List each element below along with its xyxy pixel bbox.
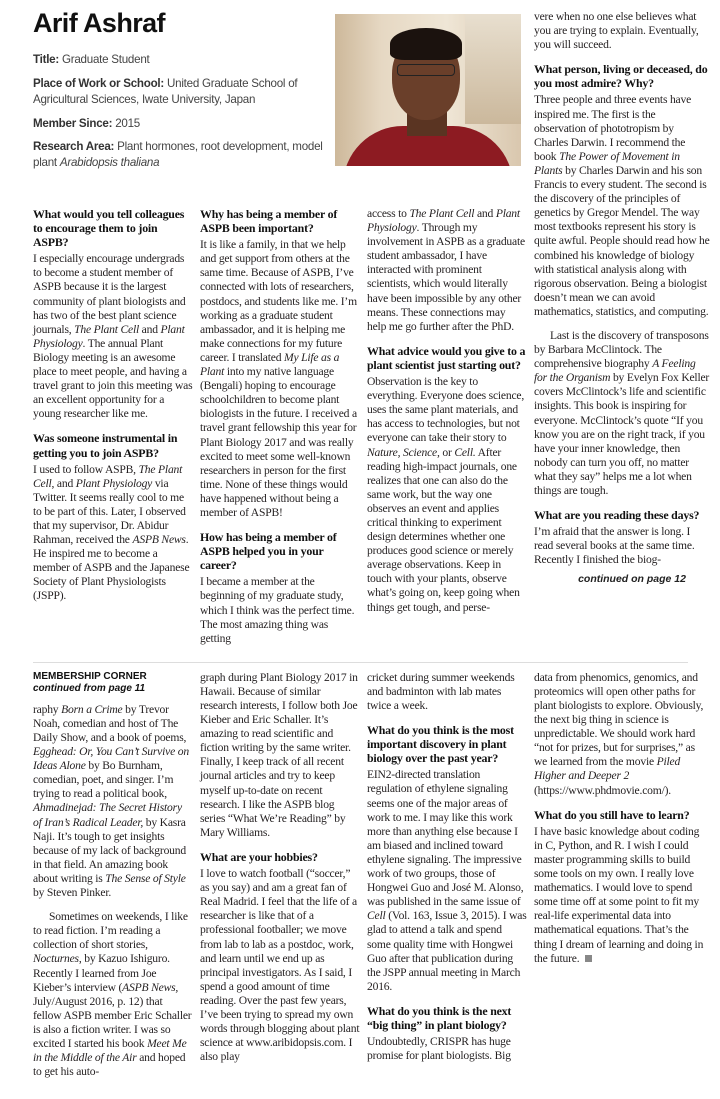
answer-paragraph: I used to follow ASPB, The Plant Cell, and Plant Physiology via Twitter. It seems really cool to me to be part of this. Later, I observed that my supervisor, Dr. Abidur Rahman, received the ASPB News. He inspired me to become a member of ASPB and the Japanese Society of Plant Physiologists (JSPP).	[33, 462, 190, 603]
answer-paragraph: I’m afraid that the answer is long. I read several books at the same time. Recently I finished the biog-	[534, 525, 695, 567]
lower-section	[0, 663, 720, 1099]
research-species: Arabidopsis thaliana	[59, 156, 160, 169]
photo-background-frame	[465, 14, 521, 124]
question-heading: What do you still have to learn?	[534, 807, 690, 822]
profile-header	[33, 10, 527, 207]
italic-title: Piled Higher and Deeper 2	[534, 755, 681, 783]
title-label: Title:	[33, 53, 59, 66]
question-heading: What advice would you give to a plant scientist just starting out?	[367, 343, 526, 372]
answer-paragraph: Last is the discovery of transposons by Barbara McClintock. The comprehensive biography A Feeling for the Organism by Evelyn Fox Keller covers McClintock’s life and scientific insights. This book is inspiring for everyone. McClintock’s quote “If you know you are on the right track, if you have your inner knowledge, then nobody can turn you off, no matter what they say” helps me a lot when things are tough.	[534, 328, 710, 497]
answer-paragraph: Three people and three events have inspired me. The first is the observation of phototropism by Charles Darwin. I recommend the book The Power of Movement in Plants by Charles Darwin and his son Francis to every student. The second is the discovery of the principles of genetics by Gregor Mendel. The way most textbooks represent his story is quite awful. People should read how he combined his knowledge of biology with statistical analysis along with rigorous observation. Being a biologist doesn’t mean we can avoid mathematics, statistics, and computing.	[534, 93, 710, 318]
italic-title: The Plant Cell	[74, 322, 139, 336]
profile-member-since	[33, 116, 333, 132]
italic-title: Cell.	[454, 445, 476, 459]
question-heading: What would you tell colleagues to encourage them to join ASPB?	[33, 207, 185, 250]
answer-paragraph: access to The Plant Cell and Plant Physiology. Through my involvement in ASPB as a graduate student ambassador, I have interacted with prominent scientists, which would literally have been impossible by any other means. These connections may help me go further after the PhD.	[367, 207, 525, 333]
italic-title: Nature, Science,	[367, 445, 440, 459]
answer-paragraph: Observation is the key to everything. Everyone does science, uses the same plant materials, and has access to technologies, but not everyone can take their story to Nature, Science, or Cell. After reading high-impact journals, one realizes that one can also do the same work, but the way one observes an event and applies critical thinking to experiment design determines whether one produces good science or merely average observations. Keep in touch with your plants, observe what’s going on, keep going when things get tough, and perse-	[367, 375, 525, 614]
italic-title: The Plant Cell	[409, 207, 475, 220]
italic-title: Cell	[367, 909, 386, 923]
column-1-bottom-wrapper	[33, 671, 193, 1089]
question-heading: What are your hobbies?	[200, 849, 318, 864]
profile-name: Arif Ashraf	[33, 8, 165, 38]
italic-title: The Plant Cell	[33, 462, 183, 490]
column-4-bottom	[534, 671, 710, 1089]
member-label: Member Since:	[33, 117, 113, 130]
answer-paragraph: data from phenomics, genomics, and proteomics will open other paths for plant biologists to explore. Obviously, the next big thing in science is unpredictable. We should work hard “not for prizes, but for surprises,” as we learned from the movie Piled Higher and Deeper 2 (https://www.phdmovie.com/).	[534, 670, 704, 797]
italic-title: The Sense of Style	[105, 871, 186, 885]
italic-title: Plant Physiology	[367, 207, 520, 235]
photo-hair	[390, 28, 462, 60]
section-label: MEMBERSHIP CORNER	[33, 670, 147, 682]
italic-title: Plant Physiology	[75, 476, 153, 490]
column-1-bottom	[33, 703, 193, 1079]
answer-paragraph: I especially encourage undergrads to become a student member of ASPB because it is the largest community of plant biologists and has two of the best plant science journals, The Plant Cell and Plant Physiology. The annual Plant Biology meeting is an awesome place to meet people, and having a travel grant to join this meeting was an excellent opportunity for a young researcher like me.	[33, 252, 193, 421]
italic-title: My Life as a Plant	[200, 350, 340, 379]
continued-from-note: continued from page 11	[33, 682, 146, 694]
column-1-top	[33, 207, 193, 656]
continued-on-note: continued on page 12	[578, 573, 686, 586]
answer-paragraph: Undoubtedly, CRISPR has huge promise for plant biologists. Big	[367, 1035, 511, 1063]
answer-paragraph: Sometimes on weekends, I like to read fiction. I’m reading a collection of short stories, Nocturnes, by Kazuo Ishiguro. Recently I learned from Joe Kieber’s interview (ASPB News, July/August 2016, p. 12) that fellow ASPB member Eric Schaller is also a fiction writer. I was so excited I started his book Meet Me in the Middle of the Air and hoped to get his auto-	[33, 910, 192, 1079]
profile-research-area	[33, 139, 333, 171]
italic-title: Meet Me in the Middle of the Air	[33, 1036, 187, 1065]
italic-title: Plant Physiology	[33, 322, 185, 350]
italic-title: The Power of Movement in Plants	[534, 149, 680, 177]
italic-title: A Feeling for the Organism	[534, 357, 696, 385]
question-heading: Why has being a member of ASPB been important?	[200, 207, 338, 236]
member-value: 2015	[115, 117, 141, 130]
title-value: Graduate Student	[61, 53, 150, 66]
answer-paragraph: I became a member at the beginning of my graduate study, which I think was the perfect time. The most amazing thing was getting	[200, 575, 355, 645]
italic-title: ASPB News	[132, 533, 186, 547]
column-4-top	[534, 10, 710, 567]
question-heading: What are you reading these days?	[534, 508, 700, 523]
question-heading: What person, living or deceased, do you most admire? Why?	[534, 62, 708, 91]
place-label: Place of Work or School:	[33, 77, 165, 90]
question-heading: What do you think is the next “big thing” in plant biology?	[367, 1003, 512, 1032]
column-2-bottom	[200, 671, 360, 1089]
research-label: Research Area:	[33, 140, 115, 153]
profile-place	[33, 76, 333, 108]
column-3-top	[367, 207, 527, 656]
profile-photo	[335, 14, 521, 166]
photo-glasses	[397, 64, 455, 76]
italic-title: Ahmadinejad: The Secret History of Iran’s Radical Leader,	[33, 801, 182, 829]
answer-paragraph: I love to watch football (“soccer,” as you say) and am a great fan of Real Madrid. I feel that the life of a researcher is like that of a professional footballer; we move from lab to lab as a postdoc, work, and learn until we end up as principal investigators. As I said, I spend a good amount of time reading. Over the past few years, I’ve been trying to spread my own words through blogging about plant science at www.aribidopsis.com. I also play	[200, 867, 360, 1064]
answer-paragraph: vere when no one else believes what you are trying to explain. Eventually, you will succeed.	[534, 10, 699, 52]
italic-title: Born a Crime	[61, 702, 123, 716]
profile-title	[33, 52, 333, 68]
answer-paragraph: cricket during summer weekends and badminton with lab mates twice a week.	[367, 670, 515, 712]
research-value: Plant hormones, root development, model plant	[33, 140, 323, 169]
column-2-top	[200, 207, 360, 656]
answer-paragraph: graph during Plant Biology 2017 in Hawaii. Because of similar research interests, I follow both Joe Kieber and Eric Schaller. It’s amazing to read scientific and fiction writing by the same writer. Finally, I keep track of all recent journal articles and try to keep myself up-to-date on recent research. I like the ASPB blog series “What We’re Reading” by Mary Williams.	[200, 670, 358, 839]
answer-paragraph: It is like a family, in that we help and get support from others at the same time. Because of ASPB, I’ve connected with lots of researchers, postdocs, and students like me. I’m working as a graduate student ambassador, and it is helping me make connections for my future career. I translated My Life as a Plant into my native language (Bengali) hoping to encourage schoolchildren to become plant biologists in the future. I received a travel grant fellowship this year for Plant Biology 2017 and was really excited to meet some well-known researchers in person for the first time. None of these things would have happened without being a member of ASPB!	[200, 238, 357, 519]
question-heading: How has being a member of ASPB helped you in your career?	[200, 530, 337, 573]
answer-paragraph: I have basic knowledge about coding in C, Python, and R. I wish I could master programming skills to build some tools on my own. I really love mathematics. I would love to spend some time off at some point to fit my real-life experimental data into mathematical equations. That’s the thing I dream of learning and doing in the future.	[534, 824, 704, 965]
italic-title: Egghead: Or, You Can’t Survive on Ideas Alone	[33, 745, 189, 773]
italic-title: ASPB News,	[122, 980, 179, 994]
answer-paragraph: raphy Born a Crime by Trevor Noah, comedian and host of The Daily Show, and a book of poems, Egghead: Or, You Can’t Survive on Ideas Alone by Bo Burnham, comedian, poet, and singer. I’m trying to read a political book, Ahmadinejad: The Secret History of Iran’s Radical Leader, by Kasra Naji. It’s tough to get insights because of my lack of background in that field. An amazing book about writing is The Sense of Style by Steven Pinker.	[33, 702, 189, 900]
column-3-bottom	[367, 671, 527, 1089]
section-header	[33, 671, 193, 695]
place-value: United Graduate School of Agricultural Sciences, Iwate University, Japan	[33, 77, 298, 106]
italic-title: Nocturnes	[33, 952, 79, 966]
answer-paragraph: EIN2-directed translation regulation of ethylene signaling seems one of the major areas of work to me. I may like this work more than anything else because I am biased and inclined toward ethylene signaling. The impressive work of two groups, those of Hongwei Guo and José M. Alonso, was published in the same issue of Cell (Vol. 163, Issue 3, 2015). I was glad to attend a talk and spend some quality time with Hongwei Guo after that publication during the JSPP annual meeting in March 2016.	[367, 768, 527, 993]
question-heading: Was someone instrumental in getting you to join ASPB?	[33, 431, 178, 460]
end-mark-icon	[585, 955, 592, 962]
question-heading: What do you think is the most important discovery in plant biology over the past year?	[367, 723, 514, 766]
column-4-top-wrapper	[534, 10, 710, 656]
